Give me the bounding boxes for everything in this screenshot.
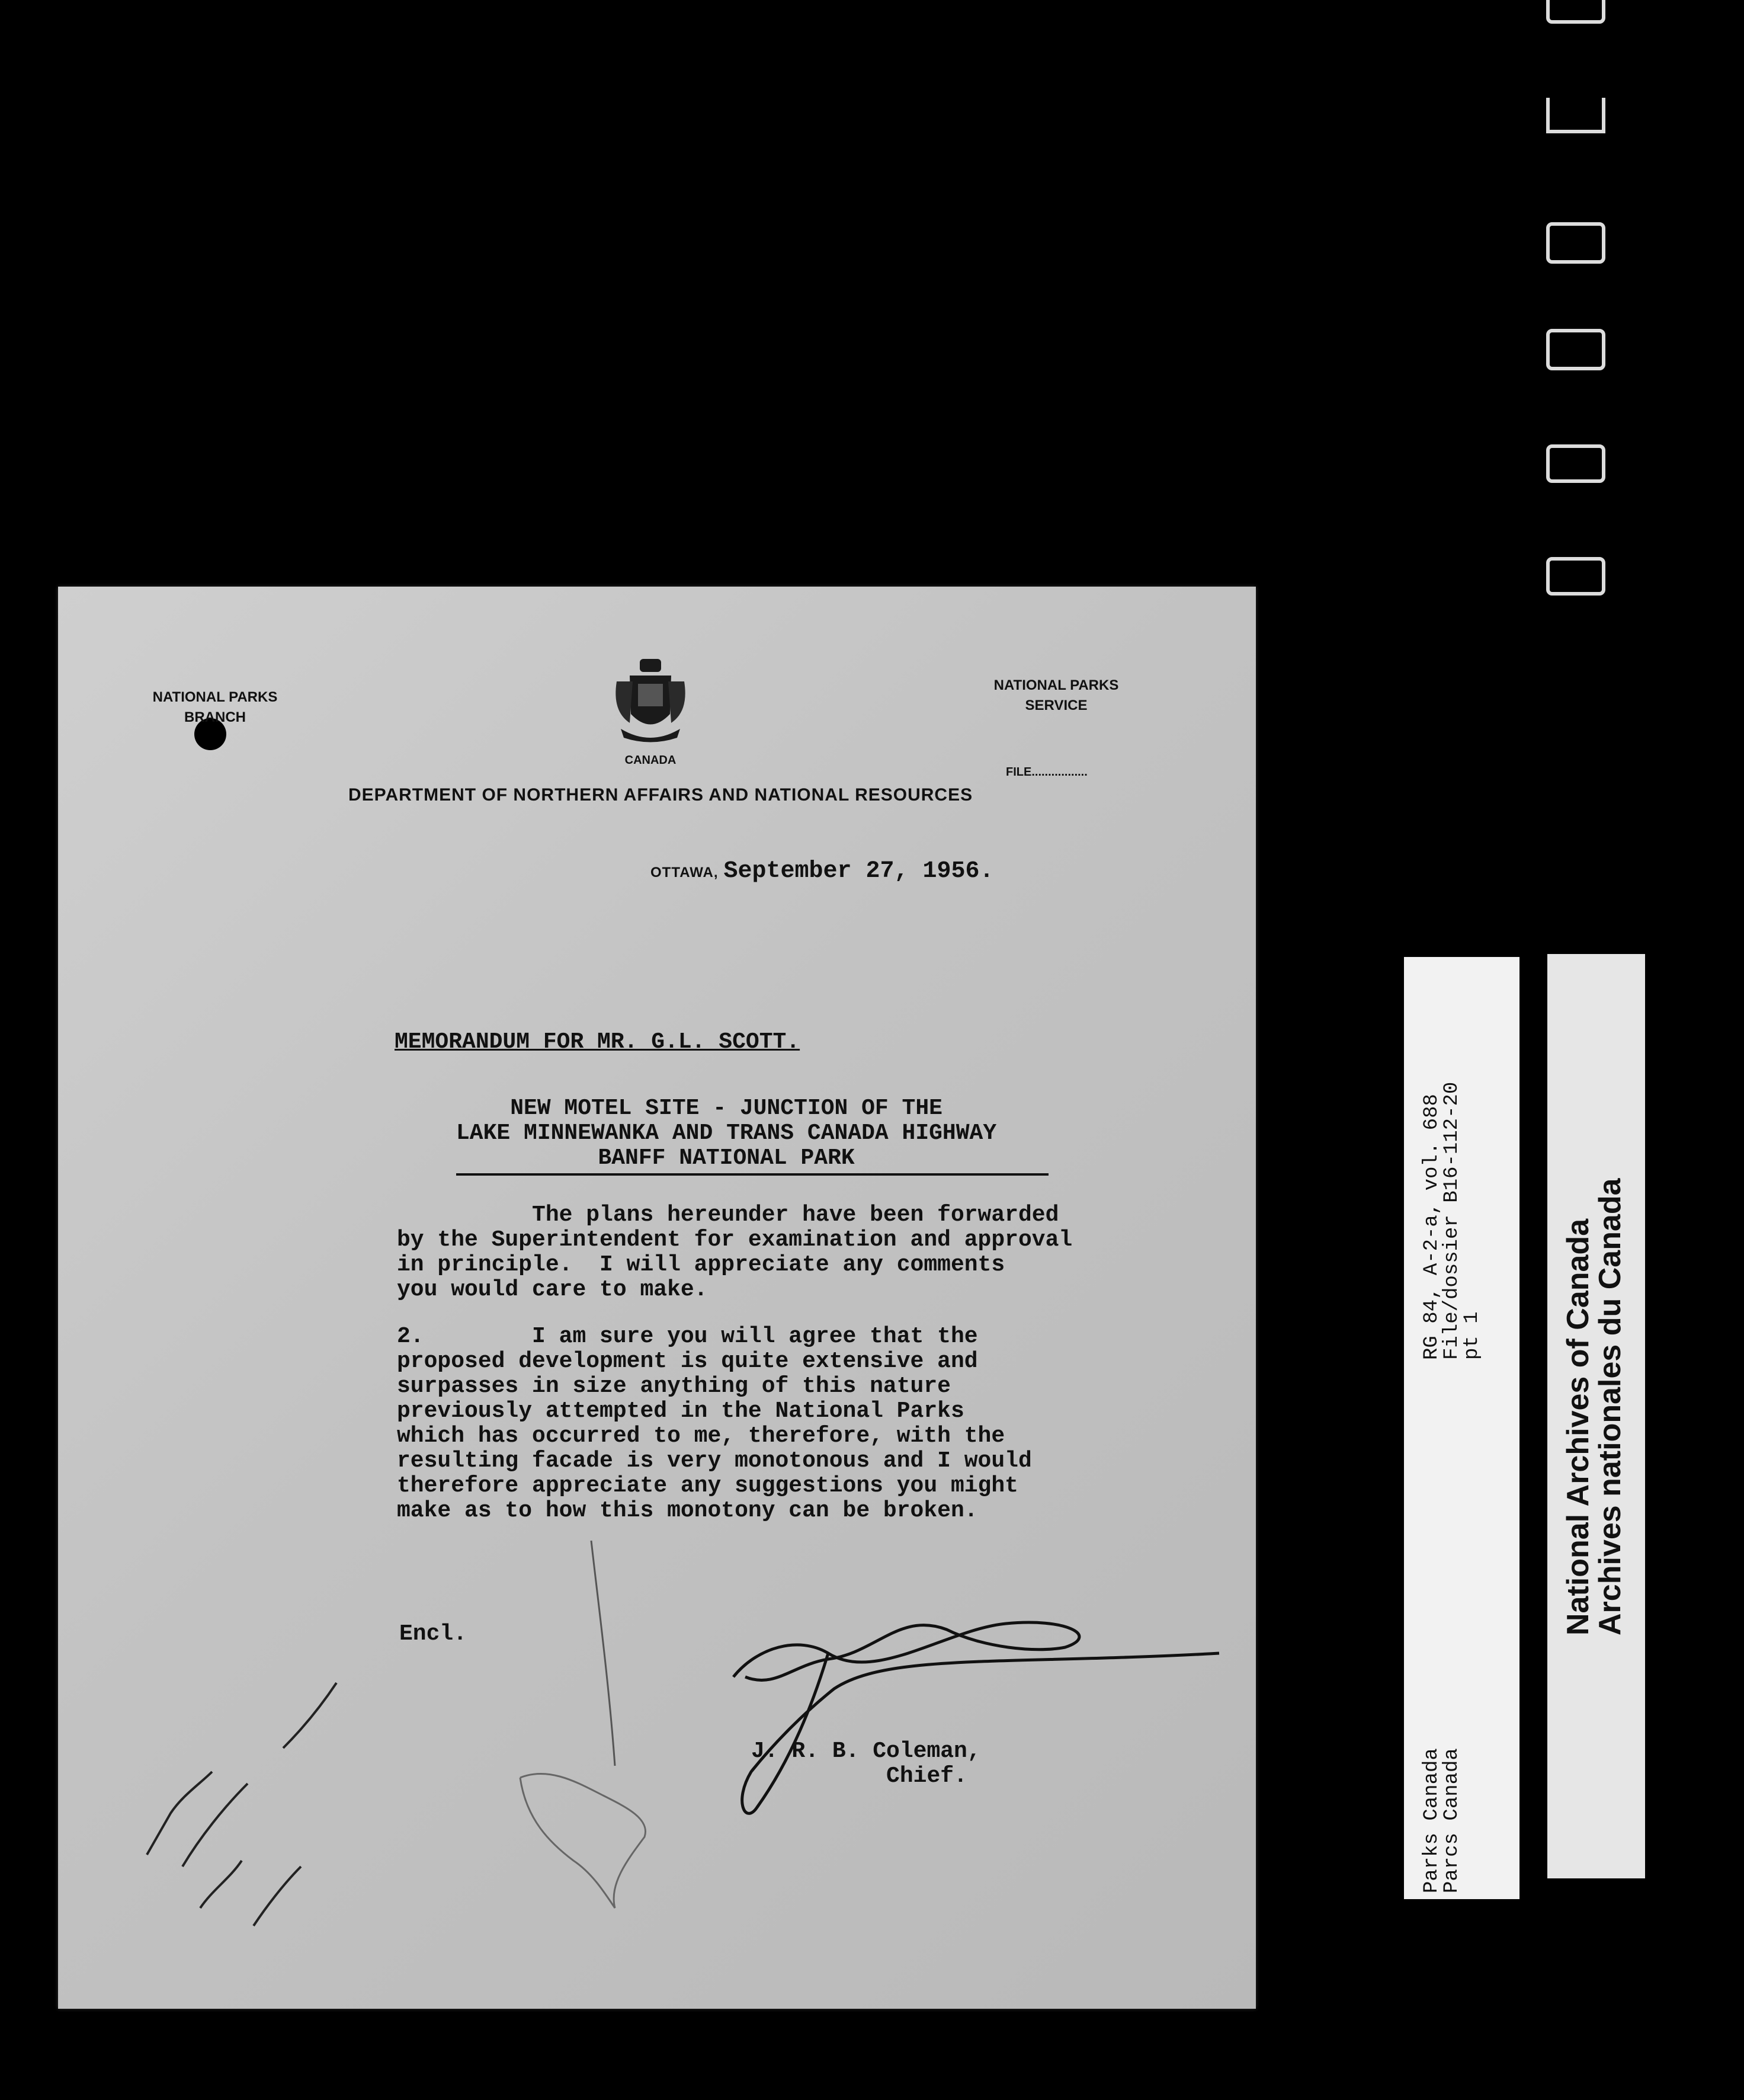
frame-mark <box>1546 444 1605 483</box>
archive-agency: Parks Canada Parcs Canada <box>1421 1748 1463 1893</box>
letterhead-service: NATIONAL PARKS SERVICE <box>993 677 1119 713</box>
memo-paragraph-1: The plans hereunder have been forwarded by the Superintendent for examination and approval in principle. I will appreciate any comments you would care to make. <box>397 1202 1073 1302</box>
film-frame-marks <box>1534 0 1629 598</box>
date-line <box>650 858 994 885</box>
frame-mark <box>1546 98 1605 133</box>
national-archives-label: National Archives of Canada Archives nationales du Canada <box>1561 1178 1627 1635</box>
tick-mark <box>591 1541 615 1766</box>
frame-mark <box>1546 329 1605 370</box>
signer-block: J. R. B. Coleman, Chief. <box>751 1739 981 1789</box>
frame-mark <box>1546 0 1605 24</box>
margin-note-handwriting <box>147 1683 336 1926</box>
national-archives-tab <box>1547 954 1645 1878</box>
date-value: September 27, 1956. <box>723 858 994 885</box>
coat-of-arms-icon <box>612 658 689 747</box>
memo-subject: NEW MOTEL SITE - JUNCTION OF THE LAKE MINNEWANKA AND TRANS CANADA HIGHWAY BANFF NATIONAL PARK <box>456 1096 997 1171</box>
letterhead-country: CANADA <box>624 754 677 767</box>
margin-sketch <box>520 1774 646 1908</box>
enclosure-note: Encl. <box>399 1621 467 1647</box>
frame-mark <box>1546 557 1605 596</box>
memo-paragraph-2: 2. I am sure you will agree that the proposed development is quite extensive and surpasses in size anything of this nature previously attempted in the National Parks which has occurred to me, therefore, with the resulting facade is very monotonous and I would therefore appreciate any suggestions you might make as to how this monotony can be broken. <box>397 1324 1032 1523</box>
archive-reference: RG 84, A-2-a, vol. 688 File/dossier B16-112-20 pt 1 <box>1421 1081 1483 1360</box>
date-place: OTTAWA, <box>650 865 719 881</box>
frame-mark <box>1546 222 1605 264</box>
file-number-line: FILE................. <box>1006 766 1088 779</box>
memo-sheet <box>58 587 1256 2009</box>
department-name: DEPARTMENT OF NORTHERN AFFAIRS AND NATIONAL RESOURCES <box>348 785 973 805</box>
subject-underline <box>456 1173 1049 1176</box>
letterhead-branch: NATIONAL PARKS BRANCH <box>152 689 278 725</box>
archive-reference-tab <box>1404 957 1519 1899</box>
memo-heading: MEMORANDUM FOR MR. G.L. SCOTT. <box>395 1029 800 1055</box>
